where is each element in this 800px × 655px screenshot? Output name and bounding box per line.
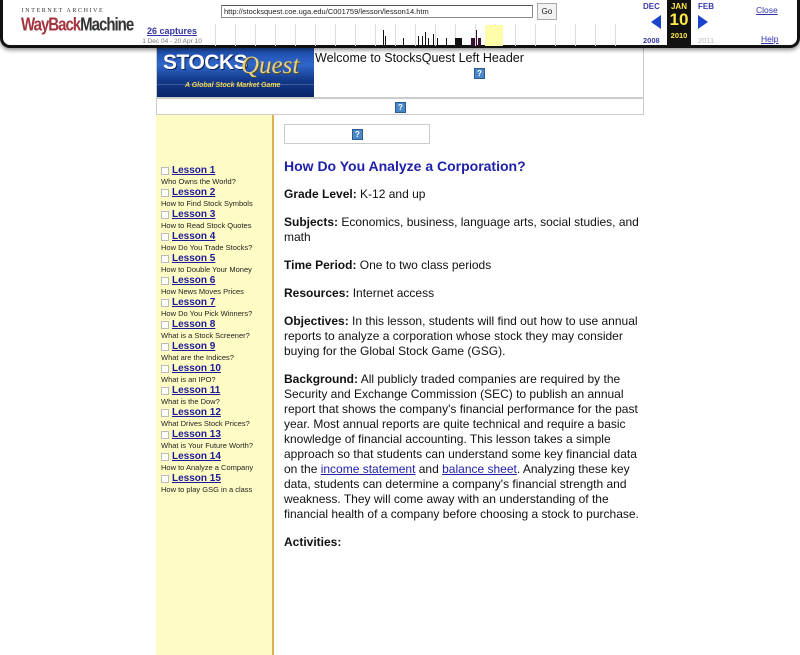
objectives-value: In this lesson, students will find out how to use annual reports to analyze a corporation whose stock they may consider buying for the Global Stock Game (GSG).	[284, 314, 638, 358]
lesson-item	[161, 319, 272, 341]
stocksquest-logo[interactable]	[157, 48, 314, 97]
lesson-description: What is the Dow?	[161, 397, 220, 406]
prev-year[interactable]: 2008	[643, 36, 660, 45]
objectives-label: Objectives:	[284, 314, 349, 328]
lesson-description: How to Analyze a Company	[161, 463, 254, 472]
subjects	[284, 215, 644, 245]
lesson-link-row	[161, 187, 272, 198]
lesson-item	[161, 451, 272, 473]
lesson-description: Who Owns the World?	[161, 177, 236, 186]
bullet-image-icon	[161, 277, 169, 285]
current-date	[667, 0, 691, 45]
income-statement-link[interactable]: income statement	[320, 462, 416, 476]
lesson-item	[161, 363, 272, 385]
lesson-link[interactable]: Lesson 8	[172, 319, 216, 330]
lesson-sidebar	[156, 115, 274, 655]
lesson-description: How News Moves Prices	[161, 287, 244, 296]
bullet-image-icon	[161, 299, 169, 307]
current-year: 2010	[670, 31, 688, 40]
lesson-item	[161, 187, 272, 209]
lesson-item	[161, 297, 272, 319]
lesson-description: What are the Indices?	[161, 353, 234, 362]
objectives	[284, 314, 644, 359]
subheader-bar	[156, 98, 644, 115]
lesson-link-row	[161, 451, 272, 462]
time-value: One to two class periods	[356, 258, 492, 272]
wayback-logo-main	[21, 14, 134, 36]
lesson-item	[161, 473, 272, 495]
missing-image-icon: ?	[474, 68, 485, 79]
lesson-link[interactable]: Lesson 7	[172, 297, 216, 308]
bullet-image-icon	[161, 167, 169, 175]
lesson-link[interactable]: Lesson 15	[172, 473, 221, 484]
bullet-image-icon	[161, 453, 169, 461]
bullet-image-icon	[161, 431, 169, 439]
logo-machine-text: Machine	[80, 14, 134, 36]
lesson-link-row	[161, 275, 272, 286]
lesson-link-row	[161, 231, 272, 242]
go-button[interactable]: Go	[537, 3, 557, 20]
background	[284, 372, 644, 522]
prev-capture-arrow-icon[interactable]	[651, 15, 661, 29]
lesson-link-row	[161, 473, 272, 484]
resources-label: Resources:	[284, 286, 350, 300]
lesson-link[interactable]: Lesson 6	[172, 275, 216, 286]
lesson-link[interactable]: Lesson 10	[172, 363, 221, 374]
lesson-description: How to Double Your Money	[161, 265, 252, 274]
lesson-item	[161, 231, 272, 253]
background-text-2: . Analyzing these key data, students can determine a company's financial strength and weakness. They will come away with an understanding of the financial health of a company before choosing a stock to purchase.	[284, 462, 639, 521]
lesson-link-row	[161, 319, 272, 330]
calendar-nav	[641, 0, 731, 45]
current-capture-highlight	[485, 25, 503, 46]
resources-value: Internet access	[349, 286, 435, 300]
bullet-image-icon	[161, 189, 169, 197]
lesson-item	[161, 209, 272, 231]
lesson-link-row	[161, 407, 272, 418]
body-row	[156, 115, 644, 655]
lesson-link[interactable]: Lesson 3	[172, 209, 216, 220]
lesson-description: How Do You Pick Winners?	[161, 309, 253, 318]
bullet-image-icon	[161, 321, 169, 329]
background-label: Background:	[284, 372, 359, 386]
bullet-image-icon	[161, 343, 169, 351]
logo-tagline: A Global Stock Market Game	[185, 82, 281, 89]
bullet-image-icon	[161, 365, 169, 373]
lesson-link[interactable]: Lesson 13	[172, 429, 221, 440]
lesson-link-row	[161, 297, 272, 308]
current-day: 10	[669, 10, 689, 29]
lesson-link[interactable]: Lesson 12	[172, 407, 221, 418]
lesson-link[interactable]: Lesson 5	[172, 253, 216, 264]
lesson-link-row	[161, 363, 272, 374]
close-link[interactable]: Close	[756, 5, 778, 15]
bullet-image-icon	[161, 475, 169, 483]
lesson-item	[161, 275, 272, 297]
balance-sheet-link[interactable]: balance sheet	[442, 462, 517, 476]
bullet-image-icon	[161, 233, 169, 241]
lesson-link[interactable]: Lesson 9	[172, 341, 216, 352]
lesson-link-row	[161, 165, 272, 176]
resources	[284, 286, 644, 301]
missing-image-icon: ?	[352, 129, 363, 140]
lesson-description: What is a Stock Screener?	[161, 331, 250, 340]
time-period	[284, 258, 644, 273]
lesson-link-row	[161, 341, 272, 352]
header-right	[314, 48, 643, 97]
lesson-description: How to Read Stock Quotes	[161, 221, 252, 230]
lesson-link[interactable]: Lesson 11	[172, 385, 221, 396]
wayback-logo-top: INTERNET ARCHIVE	[21, 8, 105, 14]
prev-month[interactable]: DEC	[643, 2, 660, 11]
captures-range: 1 Dec 04 - 20 Apr 10	[142, 38, 202, 45]
lesson-item	[161, 407, 272, 429]
lesson-description: How Do You Trade Stocks?	[161, 243, 253, 252]
bullet-image-icon	[161, 409, 169, 417]
bullet-image-icon	[161, 211, 169, 219]
lesson-link-row	[161, 385, 272, 396]
next-capture-arrow-icon[interactable]	[698, 15, 708, 29]
page-title: How Do You Analyze a Corporation?	[284, 158, 526, 174]
missing-image-icon: ?	[395, 102, 406, 113]
grade-label: Grade Level:	[284, 187, 357, 201]
logo-stocks-text: STOCKS	[163, 51, 248, 74]
captures-link[interactable]: 26 captures	[146, 26, 198, 36]
lesson-description: What is an IPO?	[161, 375, 216, 384]
url-input[interactable]: http://stocksquest.coe.uga.edu/C001759/lesson/lesson14.htm	[221, 5, 533, 18]
lesson-link-row	[161, 209, 272, 220]
logo-way-text: WayBack	[21, 14, 81, 36]
background-and: and	[415, 462, 443, 476]
page	[156, 48, 644, 655]
lesson-link[interactable]: Lesson 14	[172, 451, 221, 462]
background-text-1: All publicly traded companies are required by the Security and Exchange Commission (SEC) to publish an annual report that shows the company's financial performance for the past year. Most annual reports are quite technical and require a basic knowledge of financial accounting. This lesson takes a simple approach so that students can understand some key financial data on the	[284, 372, 638, 476]
activities	[284, 535, 644, 550]
lesson-link-row	[161, 253, 272, 264]
lesson-content	[274, 115, 644, 655]
lesson-item	[161, 341, 272, 363]
image-placeholder-box	[284, 124, 430, 144]
activities-label: Activities:	[284, 535, 342, 549]
lesson-item	[161, 165, 272, 187]
lesson-link[interactable]: Lesson 4	[172, 231, 216, 242]
bullet-image-icon	[161, 255, 169, 263]
lesson-link[interactable]: Lesson 1	[172, 165, 216, 176]
next-year: 2011	[698, 36, 715, 45]
page-header	[156, 48, 644, 98]
grade-value: K-12 and up	[356, 187, 426, 201]
lesson-description: What Drives Stock Prices?	[161, 419, 250, 428]
lesson-item	[161, 429, 272, 451]
current-month: JAN	[670, 2, 687, 11]
wayback-toolbar	[0, 0, 800, 48]
time-label: Time Period:	[284, 258, 357, 272]
help-link[interactable]: Help	[761, 34, 779, 44]
lesson-link[interactable]: Lesson 2	[172, 187, 216, 198]
lesson-link-row	[161, 429, 272, 440]
lesson-item	[161, 385, 272, 407]
next-month[interactable]: FEB	[698, 2, 714, 11]
captures-info	[133, 26, 211, 45]
logo-quest-text: Quest	[241, 52, 300, 79]
subjects-value: Economics, business, language arts, social studies, and math	[284, 215, 639, 244]
subjects-label: Subjects:	[284, 215, 339, 229]
lesson-description: What is Your Future Worth?	[161, 441, 253, 450]
lesson-description: How to play GSG in a class	[161, 485, 253, 494]
capture-sparkline[interactable]	[215, 22, 635, 46]
grade-level	[284, 187, 644, 202]
welcome-text: Welcome to StocksQuest Left Header	[315, 51, 524, 65]
lesson-item	[161, 253, 272, 275]
lesson-description: How to Find Stock Symbols	[161, 199, 253, 208]
bullet-image-icon	[161, 387, 169, 395]
wayback-logo[interactable]	[21, 8, 134, 36]
